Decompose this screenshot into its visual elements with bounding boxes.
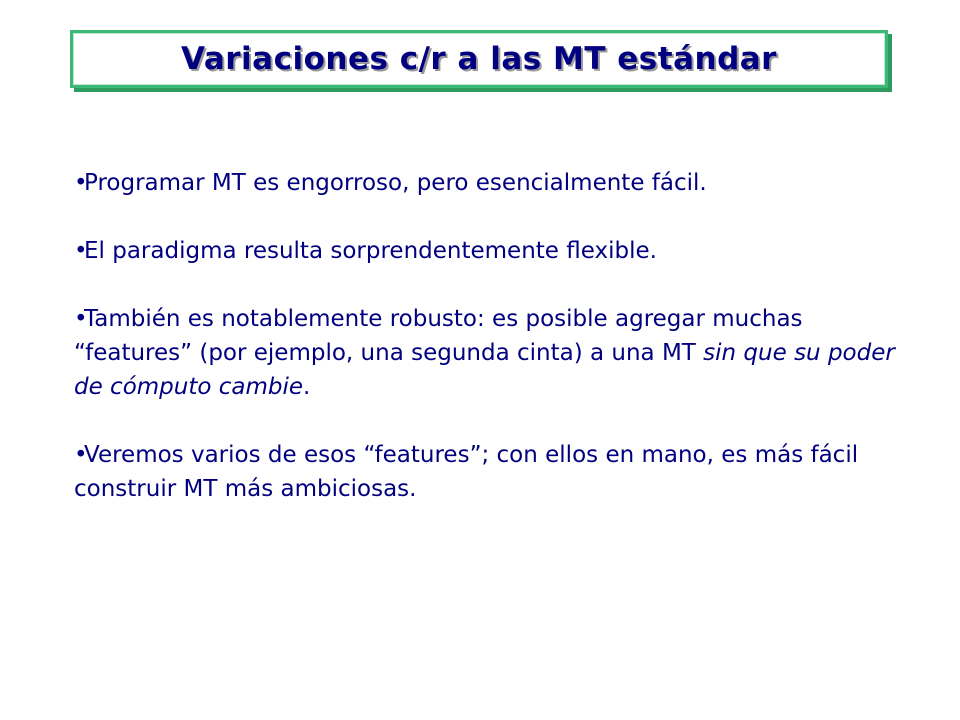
bullet-text: Programar MT es engorroso, pero esencialmente fácil.: [84, 170, 707, 196]
bullet-dot-icon: •: [74, 170, 88, 196]
slide-body: [74, 166, 914, 540]
bullet-dot-icon: •: [74, 306, 88, 332]
bullet-text: El paradigma resulta sorprendentemente flexible.: [84, 238, 657, 264]
bullet-dot-icon: •: [74, 442, 88, 468]
bullet-text-end: .: [303, 374, 311, 400]
slide-title-box: [70, 30, 888, 88]
bullet-item: [74, 166, 914, 200]
slide-title: Variaciones c/r a las MT estándar: [181, 41, 777, 77]
bullet-item: [74, 234, 914, 268]
bullet-dot-icon: •: [74, 238, 88, 264]
bullet-text: Veremos varios de esos “features”; con ellos en mano, es más fácil construir MT más ambiciosas.: [74, 442, 859, 502]
bullet-item: [74, 302, 914, 404]
bullet-item: [74, 438, 914, 506]
bullet-text-italic: sin que su poder de cómputo cambie: [74, 340, 895, 400]
bullet-text: También es notablemente robusto: es posible agregar muchas “features” (por ejemplo, una segunda cinta) a una MT: [74, 306, 803, 366]
